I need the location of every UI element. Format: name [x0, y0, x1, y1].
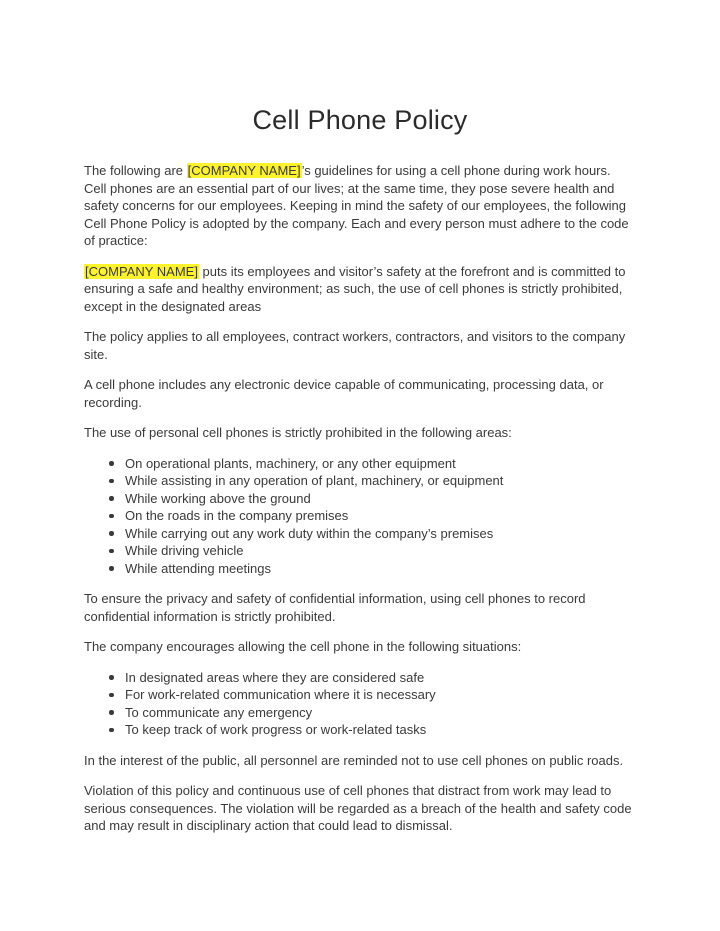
- list-item: While driving vehicle: [84, 542, 636, 560]
- commitment-text: puts its employees and visitor’s safety at the forefront and is committed to ensuring a safe and healthy environment; as such, the use of cell phones is strictly prohibited, except in the designated areas: [84, 263, 626, 314]
- company-name-placeholder: [COMPANY NAME]: [85, 263, 198, 279]
- allowed-situations-list: [84, 669, 636, 739]
- company-name-placeholder: [COMPANY NAME]: [187, 163, 301, 178]
- list-item: On operational plants, machinery, or any other equipment: [84, 455, 636, 473]
- list-item: While attending meetings: [84, 560, 636, 578]
- document-title: Cell Phone Policy: [252, 105, 468, 135]
- list-item: While working above the ground: [84, 490, 636, 508]
- scope-paragraph: The policy applies to all employees, contract workers, contractors, and visitors to the company site.: [84, 329, 626, 362]
- intro-paragraph: [84, 162, 636, 250]
- prohibited-areas-list: [84, 455, 636, 578]
- allowed-intro-paragraph: The company encourages allowing the cell phone in the following situations:: [84, 639, 522, 654]
- commitment-paragraph: [84, 263, 636, 316]
- prohibited-intro-paragraph: The use of personal cell phones is strictly prohibited in the following areas:: [84, 425, 512, 440]
- intro-post-text: ’s guidelines for using a cell phone during work hours. Cell phones are an essential part of our lives; at the same time, they pose severe health and safety concerns for our employees. Keeping in mind the safety of our employees, the following Cell Phone Policy is adopted by the company. Each and every person must adhere to the code of practice:: [84, 163, 629, 248]
- intro-pre-text: The following are: [84, 163, 187, 178]
- violation-paragraph: Violation of this policy and continuous use of cell phones that distract from work may lead to serious consequences. The violation will be regarded as a breach of the health and safety code and may result in disciplinary action that could lead to dismissal.: [84, 783, 632, 833]
- list-item: On the roads in the company premises: [84, 507, 636, 525]
- list-item: In designated areas where they are considered safe: [84, 669, 636, 687]
- list-item: While assisting in any operation of plant, machinery, or equipment: [84, 472, 636, 490]
- confidential-paragraph: To ensure the privacy and safety of confidential information, using cell phones to record confidential information is strictly prohibited.: [84, 591, 586, 624]
- list-item: To communicate any emergency: [84, 704, 636, 722]
- list-item: For work-related communication where it is necessary: [84, 686, 636, 704]
- list-item: While carrying out any work duty within the company’s premises: [84, 525, 636, 543]
- definition-paragraph: A cell phone includes any electronic device capable of communicating, processing data, or recording.: [84, 377, 604, 410]
- public-roads-paragraph: In the interest of the public, all personnel are reminded not to use cell phones on public roads.: [84, 752, 624, 768]
- list-item: To keep track of work progress or work-related tasks: [84, 721, 636, 739]
